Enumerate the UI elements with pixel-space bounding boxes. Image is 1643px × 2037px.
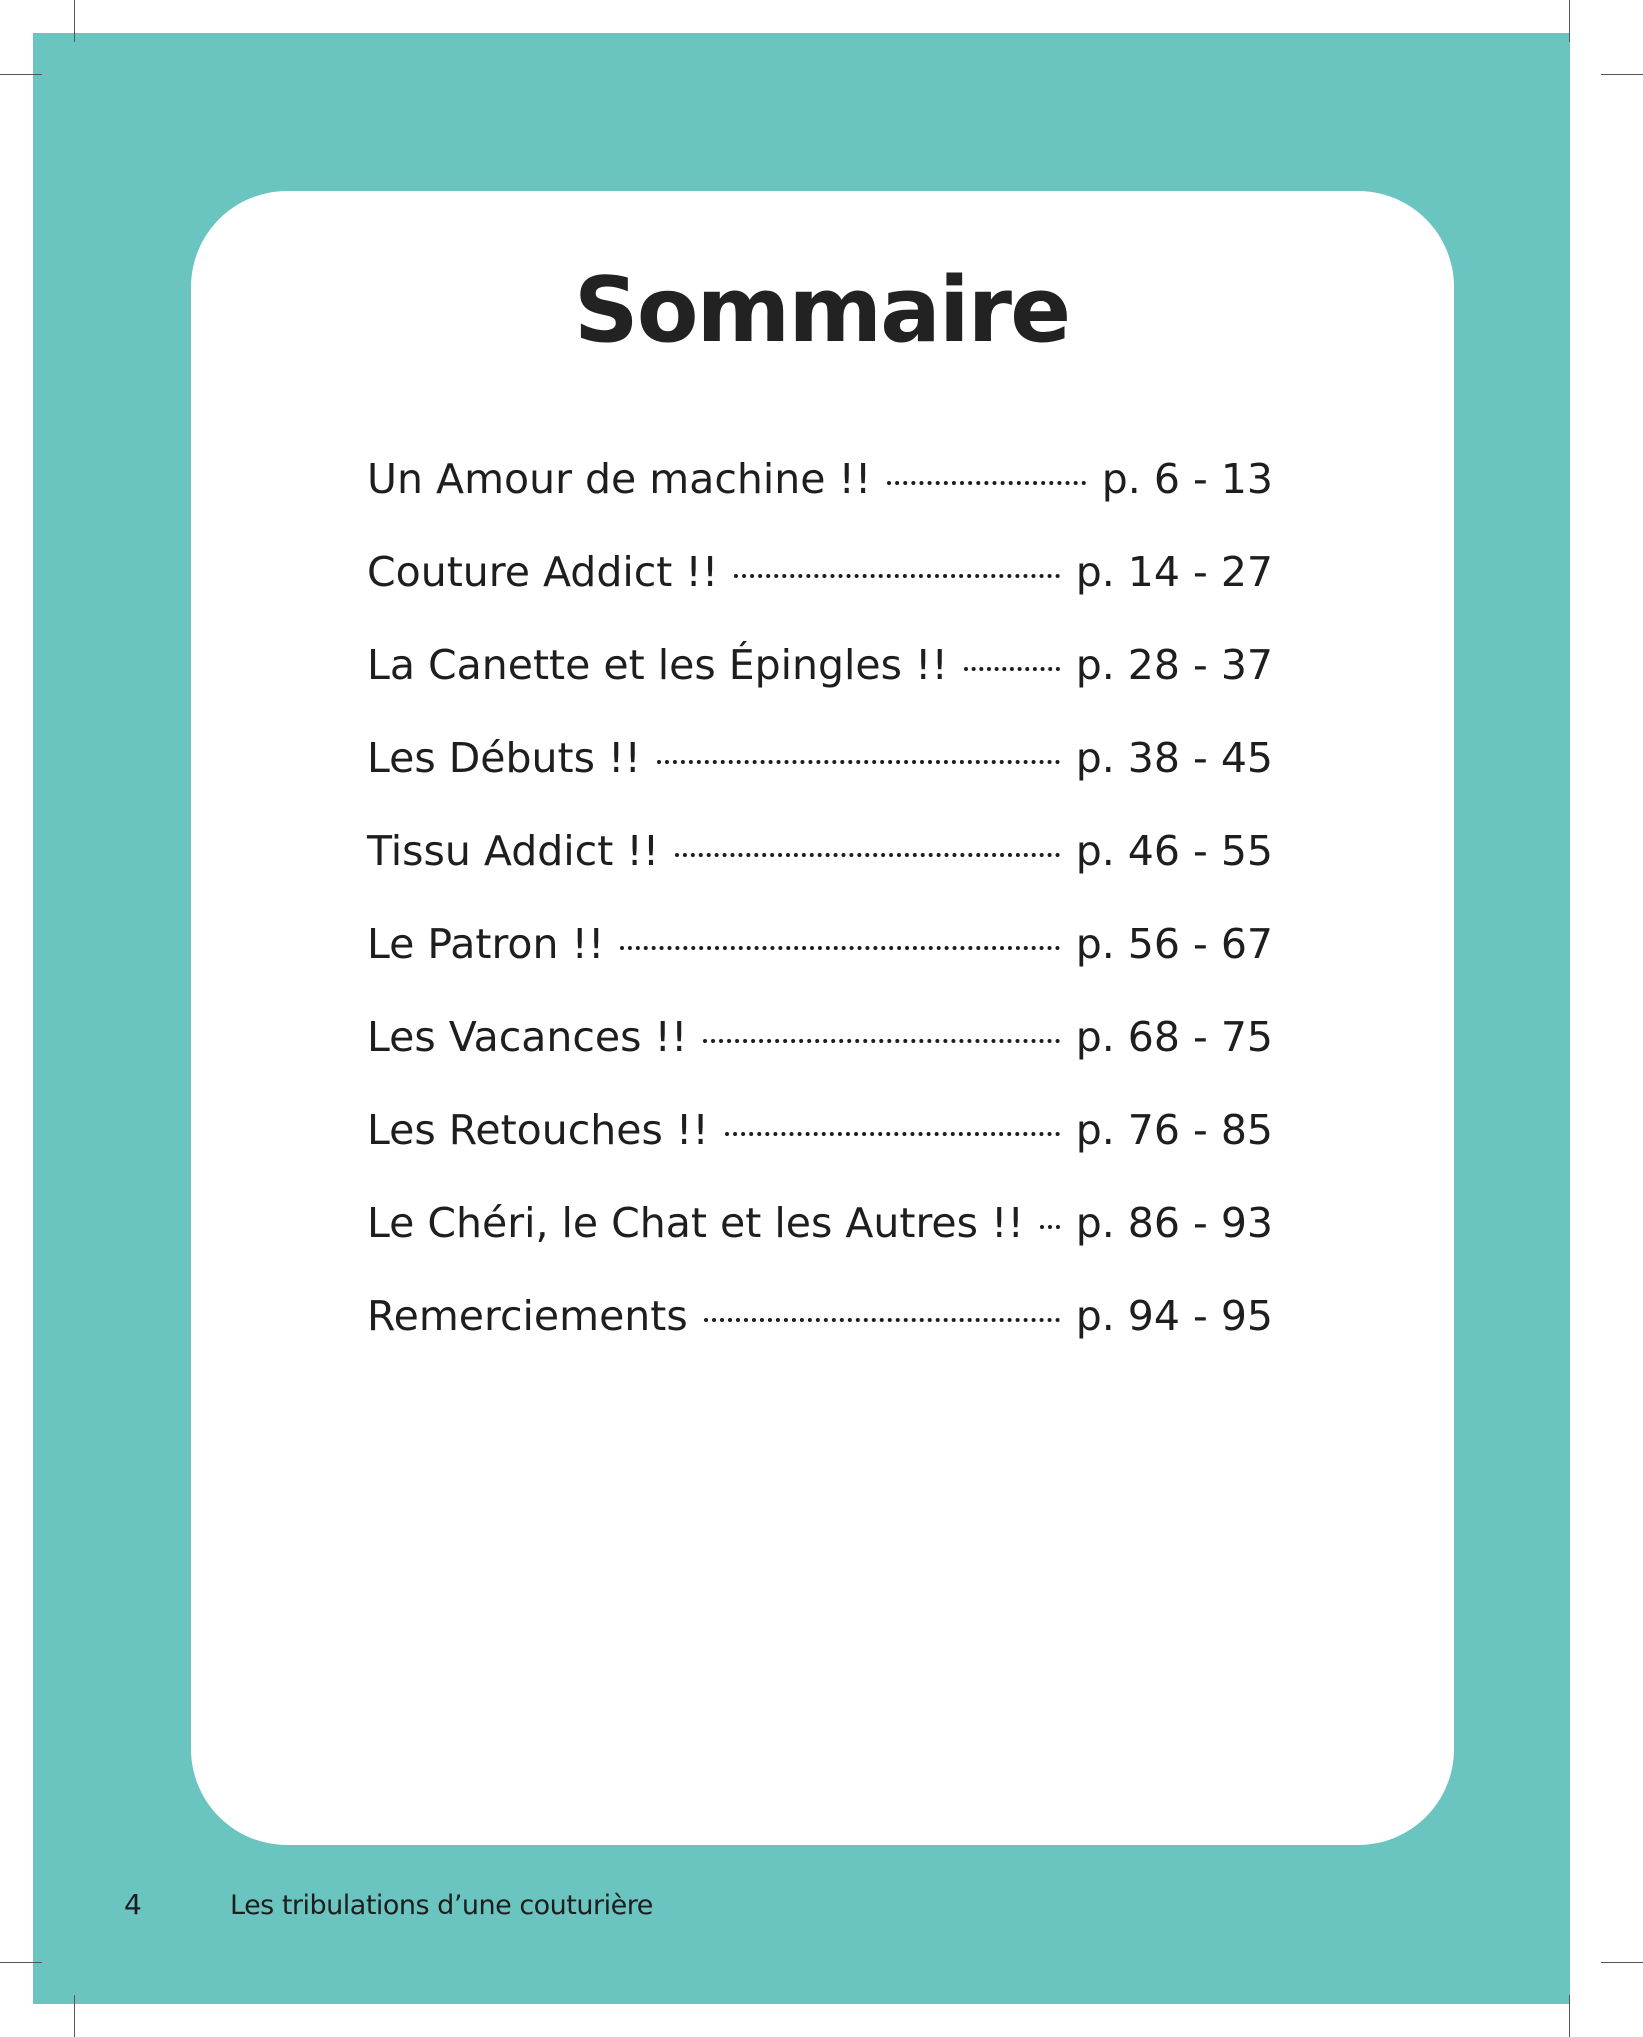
- toc-entry-pages: p. 86 - 93: [1075, 1199, 1273, 1247]
- crop-mark: [1601, 1962, 1643, 1963]
- crop-mark: [74, 1995, 75, 2037]
- dot-leader: [620, 946, 1059, 950]
- crop-mark: [0, 74, 42, 75]
- toc-entry-title: Le Patron !!: [367, 920, 605, 968]
- crop-mark: [1601, 74, 1643, 75]
- toc-entry-pages: p. 14 - 27: [1075, 548, 1273, 596]
- toc-entry[interactable]: [367, 1106, 1273, 1199]
- table-of-contents: [367, 455, 1273, 1385]
- toc-entry-pages: p. 6 - 13: [1101, 455, 1273, 503]
- dot-leader: [675, 853, 1059, 857]
- toc-entry-pages: p. 28 - 37: [1075, 641, 1273, 689]
- page-title: Sommaire: [573, 258, 1070, 363]
- dot-leader: [725, 1132, 1060, 1136]
- toc-entry-title: Les Vacances !!: [367, 1013, 688, 1061]
- toc-entry[interactable]: [367, 734, 1273, 827]
- toc-entry-title: Couture Addict !!: [367, 548, 719, 596]
- running-footer-title: Les tribulations d’une couturière: [230, 1890, 653, 1921]
- dot-leader: [734, 574, 1059, 578]
- toc-entry[interactable]: [367, 920, 1273, 1013]
- toc-entry-pages: p. 56 - 67: [1075, 920, 1273, 968]
- toc-entry[interactable]: [367, 1199, 1273, 1292]
- toc-entry-pages: p. 76 - 85: [1075, 1106, 1273, 1154]
- toc-entry[interactable]: [367, 1013, 1273, 1106]
- toc-entry[interactable]: [367, 641, 1273, 734]
- toc-entry[interactable]: [367, 1292, 1273, 1385]
- crop-mark: [0, 1962, 42, 1963]
- dot-leader: [1040, 1225, 1060, 1229]
- page-number: 4: [124, 1888, 142, 1921]
- dot-leader: [887, 481, 1085, 485]
- toc-entry-title: Le Chéri, le Chat et les Autres !!: [367, 1199, 1024, 1247]
- toc-entry[interactable]: [367, 827, 1273, 920]
- toc-entry-pages: p. 94 - 95: [1075, 1292, 1273, 1340]
- toc-entry-title: Tissu Addict !!: [367, 827, 660, 875]
- dot-leader: [703, 1039, 1059, 1043]
- toc-entry-title: Les Retouches !!: [367, 1106, 709, 1154]
- toc-entry-pages: p. 68 - 75: [1075, 1013, 1273, 1061]
- dot-leader: [704, 1318, 1060, 1322]
- crop-mark: [74, 0, 75, 42]
- toc-entry-pages: p. 38 - 45: [1075, 734, 1273, 782]
- toc-entry[interactable]: [367, 548, 1273, 641]
- toc-entry-title: Remerciements: [367, 1292, 688, 1340]
- toc-entry[interactable]: [367, 455, 1273, 548]
- crop-mark: [1569, 0, 1570, 42]
- dot-leader: [657, 760, 1060, 764]
- toc-entry-title: Un Amour de machine !!: [367, 455, 872, 503]
- toc-entry-pages: p. 46 - 55: [1075, 827, 1273, 875]
- crop-mark: [1569, 1995, 1570, 2037]
- toc-entry-title: Les Débuts !!: [367, 734, 641, 782]
- dot-leader: [964, 667, 1060, 671]
- toc-entry-title: La Canette et les Épingles !!: [367, 641, 948, 689]
